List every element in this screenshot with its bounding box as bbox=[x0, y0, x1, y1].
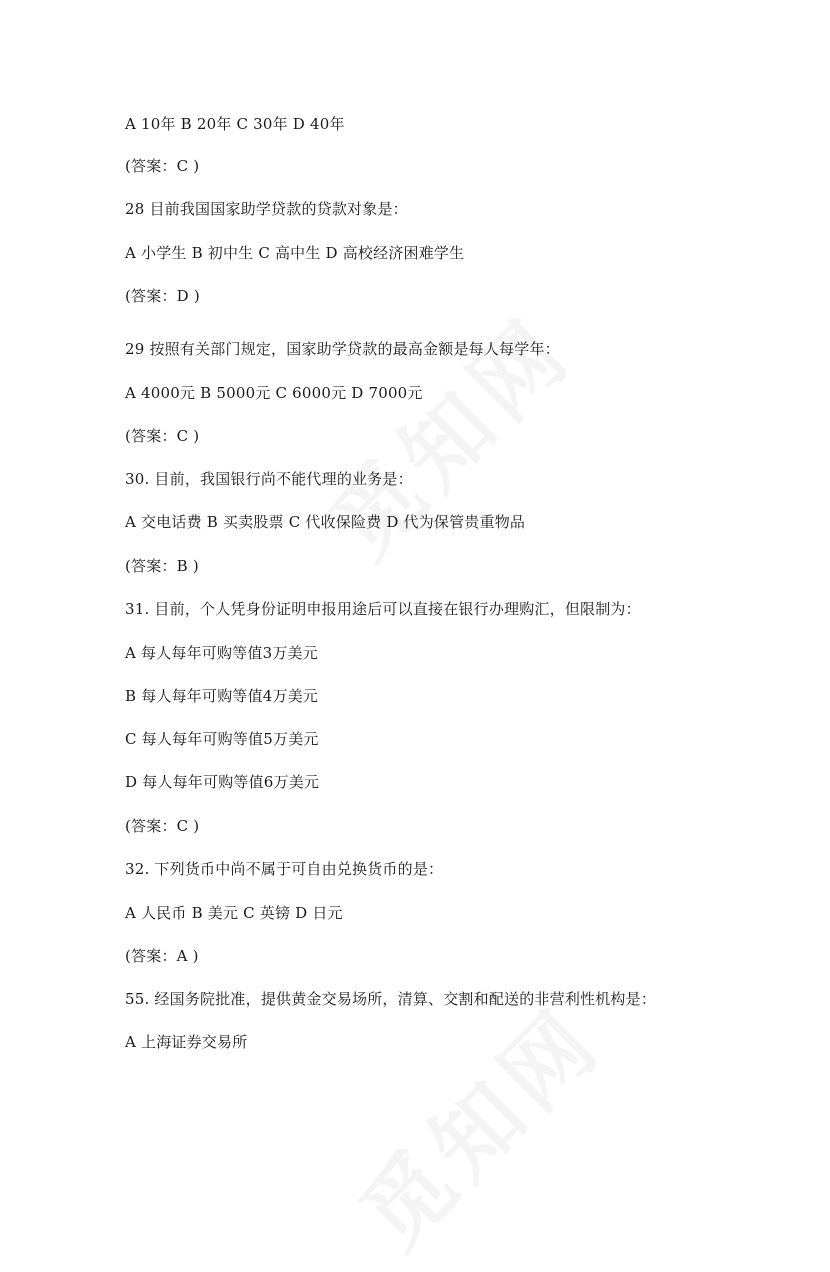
question-line: 30. 目前，我国银行尚不能代理的业务是： bbox=[125, 470, 413, 488]
question-line: 32. 下列货币中尚不属于可自由兑换货币的是： bbox=[125, 860, 444, 878]
option-line: A 小学生 B 初中生 C 高中生 D 高校经济困难学生 bbox=[125, 244, 465, 262]
answer-line: (答案：A ) bbox=[125, 947, 199, 965]
question-line: 55. 经国务院批准，提供黄金交易场所，清算、交割和配送的非营利性机构是： bbox=[125, 990, 657, 1008]
option-line: A 交电话费 B 买卖股票 C 代收保险费 D 代为保管贵重物品 bbox=[125, 513, 526, 531]
option-line: A 每人每年可购等值3万美元 bbox=[125, 644, 318, 662]
question-line: 29 按照有关部门规定，国家助学贷款的最高金额是每人每学年： bbox=[125, 340, 560, 358]
answer-line: (答案：C ) bbox=[125, 427, 200, 445]
question-line: 28 目前我国国家助学贷款的贷款对象是： bbox=[125, 200, 408, 218]
question-line: 31. 目前，个人凭身份证明申报用途后可以直接在银行办理购汇，但限制为： bbox=[125, 600, 641, 618]
option-line: A 人民币 B 美元 C 英镑 D 日元 bbox=[125, 904, 343, 922]
option-line: B 每人每年可购等值4万美元 bbox=[125, 687, 319, 705]
option-line: A 上海证券交易所 bbox=[125, 1033, 248, 1051]
watermark bbox=[329, 975, 626, 1272]
answer-line: (答案：D ) bbox=[125, 287, 200, 305]
answer-line: (答案：C ) bbox=[125, 157, 200, 175]
option-line: A 4000元 B 5000元 C 6000元 D 7000元 bbox=[125, 384, 423, 402]
watermark bbox=[299, 285, 596, 582]
option-line: A 10年 B 20年 C 30年 D 40年 bbox=[125, 115, 345, 133]
option-line: D 每人每年可购等值6万美元 bbox=[125, 773, 320, 791]
answer-line: (答案：C ) bbox=[125, 817, 200, 835]
option-line: C 每人每年可购等值5万美元 bbox=[125, 730, 319, 748]
answer-line: (答案：B ) bbox=[125, 557, 199, 575]
